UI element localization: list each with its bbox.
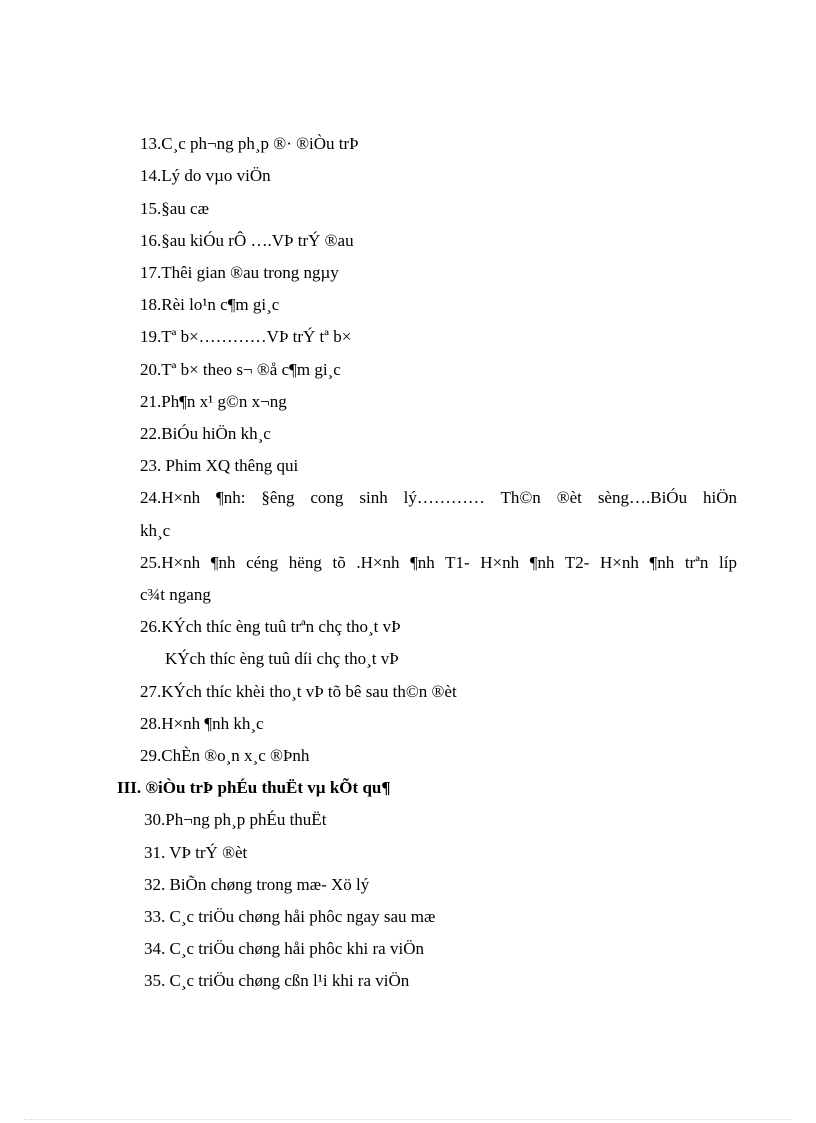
list-item-23: 23. Phim XQ thêng qui: [140, 456, 299, 475]
list-item-27: 27.KÝch thíc khèi tho¸t vÞ tõ bê sau th©n ®èt: [140, 682, 457, 701]
list-item-25-continued: c¾t ngang: [140, 585, 211, 604]
list-item-20: 20.Tª b× theo s¬ ®å c¶m gi¸c: [140, 360, 341, 379]
list-item-35: 35. C¸c triÖu chøng cßn l¹i khi ra viÖn: [144, 971, 410, 990]
list-item-16: 16.§au kiÓu rÔ ….VÞ trÝ ®au: [140, 231, 354, 250]
list-item-19: 19.Tª b×…………VÞ trÝ tª b×: [140, 327, 352, 346]
list-item-15: 15.§au cæ: [140, 199, 209, 218]
list-item-14: 14.Lý do vµo viÖn: [140, 166, 271, 185]
list-item-34: 34. C¸c triÖu chøng håi phôc khi ra viÖn: [144, 939, 424, 958]
list-item-22: 22.BiÓu hiÖn kh¸c: [140, 424, 271, 443]
list-item-24: 24.H×nh ¶nh: §êng cong sinh lý………… Th©n ®èt sèng….BiÓu hiÖn: [140, 488, 737, 507]
list-item-18: 18.Rèi lo¹n c¶m gi¸c: [140, 295, 280, 314]
list-item-26-continued: KÝch thíc èng tuû díi chç tho¸t vÞ: [165, 649, 399, 668]
section-heading: III. ®iÒu trÞ phÉu thuËt vµ kÕt qu¶: [117, 778, 391, 797]
list-item-17: 17.Thêi gian ®au trong ngµy: [140, 263, 339, 282]
list-item-25: 25.H×nh ¶nh céng hëng tõ .H×nh ¶nh T1- H×nh ¶nh T2- H×nh ¶nh trªn líp: [140, 553, 737, 572]
list-item-31: 31. VÞ trÝ ®èt: [144, 843, 248, 862]
list-item-30: 30.Ph¬ng ph¸p phÉu thuËt: [144, 810, 327, 829]
list-item-32: 32. BiÕn chøng trong mæ- Xö lý: [144, 875, 370, 894]
list-item-28: 28.H×nh ¶nh kh¸c: [140, 714, 264, 733]
list-item-33: 33. C¸c triÖu chøng håi phôc ngay sau mæ: [144, 907, 436, 926]
list-item-13: 13.C¸c ph¬ng ph¸p ®· ®iÒu trÞ: [140, 134, 359, 153]
page-bottom-divider: [24, 1119, 792, 1120]
list-item-24-continued: kh¸c: [140, 521, 171, 540]
list-item-29: 29.ChÈn ®o¸n x¸c ®Þnh: [140, 746, 310, 765]
list-item-21: 21.Ph¶n x¹ g©n x¬ng: [140, 392, 287, 411]
list-item-26: 26.KÝch thíc èng tuû trªn chç tho¸t vÞ: [140, 617, 401, 636]
